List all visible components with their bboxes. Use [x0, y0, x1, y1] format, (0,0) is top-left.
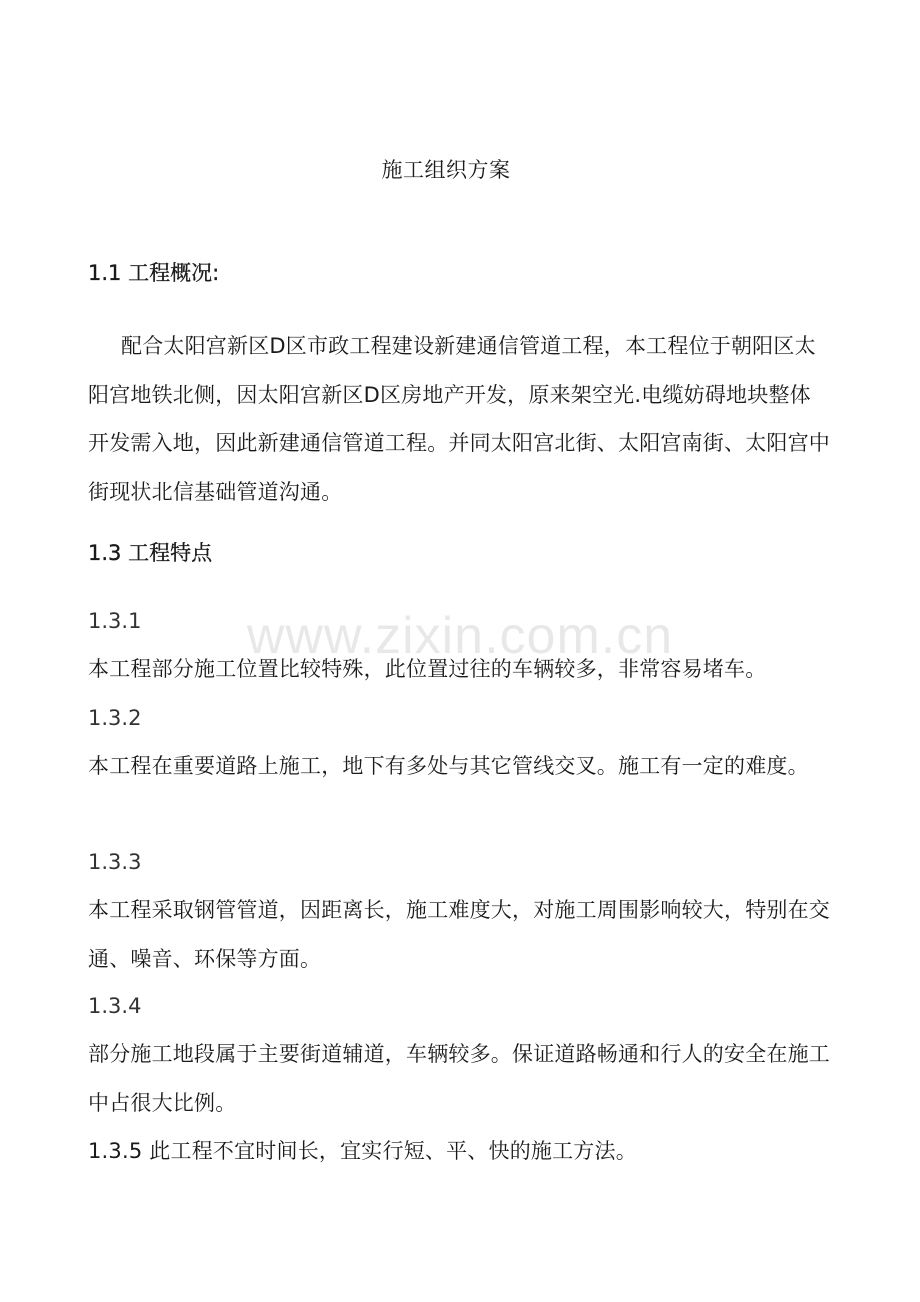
item-number-1-3-3: 1.3.3	[88, 850, 142, 874]
item-text-1-3-5: 1.3.5 此工程不宜时间长，宜实行短、平、快的施工方法。	[88, 1139, 637, 1163]
watermark: www.zixin.com.cn	[246, 607, 674, 665]
section-heading-1-3: 1.3 工程特点	[88, 541, 213, 565]
item-number-1-3-1: 1.3.1	[88, 609, 142, 633]
item-text-1-3-1: 本工程部分施工位置比较特殊，此位置过往的车辆较多，非常容易堵车。	[88, 657, 767, 681]
item-text-1-3-4: 部分施工地段属于主要街道辅道，车辆较多。保证道路畅通和行人的安全在施工中占很大比例。	[88, 1042, 830, 1115]
item-number-1-3-4: 1.3.4	[88, 994, 142, 1018]
item-text-1-3-2: 本工程在重要道路上施工，地下有多处与其它管线交叉。施工有一定的难度。	[88, 754, 809, 778]
section-heading-1-1: 1.1 工程概况:	[88, 261, 220, 285]
item-text-1-3-3: 本工程采取钢管管道，因距离长，施工难度大，对施工周围影响较大，特别在交通、噪音、环保等方面。	[88, 898, 830, 971]
section-paragraph-1-1: 配合太阳宫新区D区市政工程建设新建通信管道工程，本工程位于朝阳区太阳宫地铁北侧，因太阳宫新区D区房地产开发，原来架空光.电缆妨碍地块整体开发需入地，因此新建通信管道工程。并同太阳宫北街、太阳宫南街、太阳宫中街现状北信基础管道沟通。	[88, 334, 830, 504]
document-title: 施工组织方案	[381, 158, 511, 182]
item-number-1-3-2: 1.3.2	[88, 706, 142, 730]
